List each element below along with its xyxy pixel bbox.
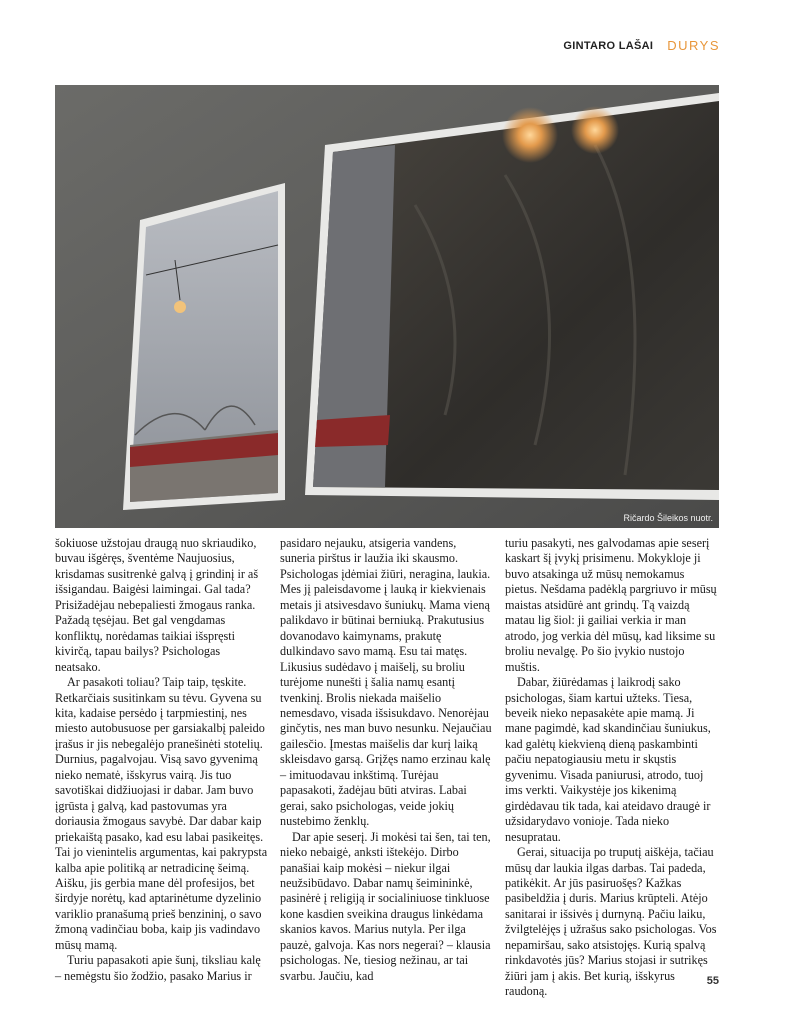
header-author: GINTARO LAŠAI: [563, 39, 654, 52]
photo-illustration: [55, 85, 719, 528]
paragraph: Dar apie seserį. Ji mokėsi tai šen, tai ten, nieko nebaigė, anksti ištekėjo. Dirbo panašiai kaip mokėsi – niekur ilgai neužsibūdavo. Dabar namų šeimininkė, pasinėrė į religiją ir socialiniuose tinkluose kone kasdien sveikina draugus linkėdama skanios kavos. Marius nutyla. Per ilga pauzė, galvoja. Kas nors negerai? – klausia psichologas. Ne, tiesiog nežinau, ar tai svarbu. Jaučiu, kad: [280, 829, 491, 983]
photo: [55, 85, 719, 528]
column-1: [55, 536, 268, 1000]
article-body: [55, 536, 719, 1000]
paragraph: turiu pasakyti, nes galvodamas apie seserį kaskart šį įvykį prisimenu. Mokykloje ji buvo atsakinga už mūsų nemokamus pietus. Nešdama padėklą pargriuvo ir mūsų maistas atsidūrė ant grindų. Tą vaizdą matau lig šiol: ji gailiai verkia ir man atrodo, jog verkia dėl mūsų, kad liksime su broliu nevalgę. Po šio įvykio nustojo muštis.: [505, 536, 717, 674]
column-3: [505, 536, 718, 1000]
running-header: [563, 38, 720, 53]
paragraph: Turiu papasakoti apie šunį, tiksliau kalę – nemėgstu šio žodžio, pasako Marius ir: [55, 953, 261, 983]
page-number: 55: [706, 975, 719, 987]
header-section: DURYS: [667, 38, 720, 53]
photo-credit: Ričardo Šileikos nuotr.: [623, 513, 713, 523]
column-2: [280, 536, 493, 1000]
paragraph: šokiuose užstojau draugą nuo skriaudiko, buvau išgėręs, šventėme Naujuosius, krisdamas susitrenkė galvą į grindinį ir aš išsigandau. Baigėsi laimingai. Gal tada? Prisižadėjau nebepaliesti žmogaus ranka. Pažadą tęsėjau. Bet gal vengdamas konfliktų, norėdamas taikiai išspręsti kivirčą, tapau bailys? Psichologas neatsako.: [55, 536, 259, 674]
paragraph: Dabar, žiūrėdamas į laikrodį sako psichologas, šiam kartui užteks. Tiesa, beveik nieko nepasakėte apie mamą. Ji mane pagimdė, kad skandinčiau šuniukus, kad galėtų kiekvieną dieną paskambinti pačiu nepatogiausiu metu ir skųstis gyvenimu. Visada paniurusi, atrodo, tuoj ims verkti. Vaikystėje jos kikenimą girdėdavau tik tada, kai ateidavo draugė ir užsidarydavo vonioje. Tada nieko nesupratau.: [505, 675, 711, 844]
paragraph: Ar pasakoti toliau? Taip taip, tęskite. Retkarčiais susitinkam su tėvu. Gyvena su kita, kadaise persėdo į tarpmiestinį, nes miesto autobusuose per garsiakalbį paleido įrašus ir jis nebegalėjo pranešinėti stotelių. Durnius, pagalvojau. Visą savo gyvenimą nieko nematė, išskyrus vairą. Jis tuo savotiškai didžiuojasi ir dabar. Jam buvo įgrūsta į galvą, kad pastovumas yra doriausia žmogaus savybė. Dar dabar kaip priekaištą pasako, kad esu labai pasikeitęs. Tai jo vienintelis argumentas, kai pakrypsta kalba apie politiką ar netradicinę šeimą. Aišku, jis gerbia mane dėl profesijos, bet širdyje norėtų, kad aptarinėtume dyzelinio variklio pranašumą prieš benzininį, o savo žmoną vadinčiau boba, kaip jis vadindavo mūsų mamą.: [55, 675, 268, 952]
paragraph: pasidaro nejauku, atsigeria vandens, suneria pirštus ir laužia iki skausmo. Psichologas įdėmiai žiūri, neragina, laukia. Mes jį paleisdavome į lauką ir kiekvienais metais ji atsivesdavo šuniukų. Mama vieną palikdavo ir būtinai berniuką. Prakutusius dovanodavo kaimynams, prakutę dulkindavo savo mamą. Esu tai matęs. Likusius sudėdavo į maišelį, su broliu turėjome nunešti į šalia namų esantį tvenkinį. Brolis niekada maišelio nemesdavo, visada išsisukdavo. Nenorėjau ginčytis, nes man buvo nesunku. Nejaučiau gailesčio. Įmestas maišelis dar kurį laiką skleisdavo garsą. Grįžęs namo erzinau kalę – imituodavau inkštimą. Turėjau papasakoti, žadėjau būti atviras. Labai gerai, sako psichologas, veide jokių nustebimo ženklų.: [280, 536, 492, 829]
paragraph: Gerai, situacija po truputį aiškėja, tačiau mūsų dar laukia ilgas darbas. Tai padeda, patikėkit. Ar jūs pasiruošęs? Kažkas pasibeldžia į duris. Marius krūpteli. Atėjo sanitarai ir išsivės į durnyną. Pačiu laiku, žvilgtelėjęs į užrašus sako psichologas. Vos nepamiršau, sako atsistojęs. Kurią spalvą rinkdavotės jūs? Marius stojasi ir sutrikęs žiūri jam į akis. Bet kurią, išskyrus raudoną.: [505, 845, 717, 999]
